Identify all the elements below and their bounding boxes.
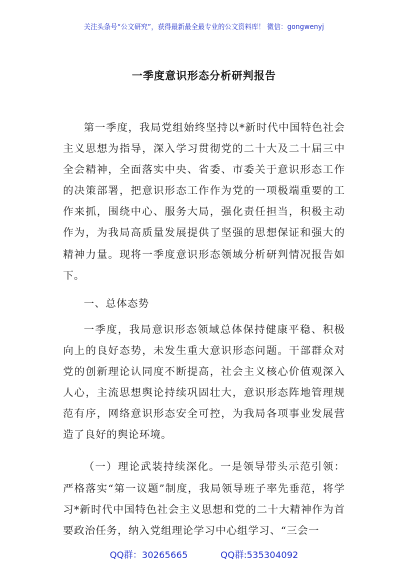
- intro-paragraph: 第一季度，我局党组始终坚持以*新时代中国特色社会主义思想为指导，深入学习贯彻党的二十大及二十届三中全会精神，全面落实中央、省委、市委关于意识形态工作的决策部署，把意识形态工作作为党的一项极端重要的工作来抓，围绕中心、服务大局，强化责任担当，积极主动作为，为我局高质量发展提供了坚强的思想保证和强大的精神力量。现将一季度意识形态领域分析研判情况报告如下。: [63, 122, 345, 282]
- theory-armament-paragraph: （一）理论武装持续深化。一是领导带头示范引领：严格落实“第一议题”制度，我局领导班子率先垂范，将学习*新时代中国特色社会主义思想和党的二十大精神作为首要政治任务，纳入党组理论学习中心组学习、“三会一: [63, 461, 345, 537]
- qq-group-1: QQ群：30265665: [109, 551, 188, 561]
- footer-banner: [0, 548, 408, 561]
- section-heading-overall: 一、总体态势: [83, 297, 150, 310]
- overall-situation-paragraph: 一季度，我局意识形态领域总体保持健康平稳、积极向上的良好态势，未发生重大意识形态问题。干部群众对党的创新理论认同度不断提高，社会主义核心价值观深入人心，主流思想舆论持续巩固壮大，意识形态阵地管理规范有序，网络意识形态安全可控，为我局各项事业发展营造了良好的舆论环境。: [63, 323, 345, 442]
- qq-group-2: QQ群:535304092: [220, 551, 299, 561]
- document-title: 一季度意识形态分析研判报告: [131, 70, 277, 82]
- header-banner: 关注头条号“公文研究”，获得最新最全最专业的公文资料库！ 微信：gongwenyj: [83, 23, 325, 31]
- document-body: [63, 118, 345, 542]
